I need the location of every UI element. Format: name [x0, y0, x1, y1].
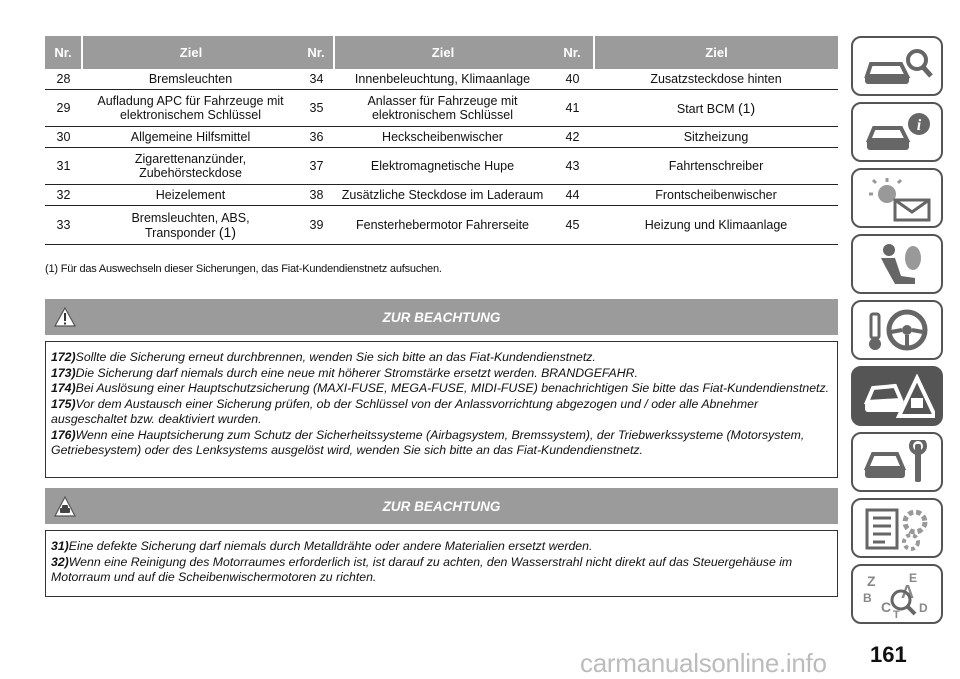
- footnote-ref: (1): [738, 99, 756, 116]
- fuse-target-line: Transponder: [144, 225, 216, 240]
- warning-item-text: Die Sicherung darf niemals durch eine neue mit höherer Stromstärke ersetzt werden. BRANDGEFAHR.: [75, 365, 638, 380]
- warning-item: [51, 366, 832, 382]
- warning-number: 173): [51, 365, 76, 380]
- index-letter: C: [881, 599, 892, 615]
- footnote-ref: (1): [218, 223, 237, 240]
- fuse-target-line: elektronischem Schlüssel: [371, 108, 514, 122]
- fuse-number: 38: [299, 185, 334, 206]
- warning-number: 175): [51, 396, 76, 411]
- table-row: [45, 206, 838, 245]
- specs-gear-icon: [861, 506, 935, 552]
- warning-item: [51, 397, 832, 428]
- table-row: [45, 185, 838, 206]
- fuse-target-text: Start BCM: [676, 101, 735, 116]
- warning-item: [51, 539, 832, 555]
- svg-text:i: i: [916, 117, 922, 134]
- tab-car-search[interactable]: [851, 36, 943, 96]
- warning-item: [51, 555, 832, 586]
- fuse-number: 31: [45, 148, 82, 185]
- table-row: [45, 148, 838, 185]
- header-ziel: Ziel: [594, 36, 838, 69]
- fuse-number: 28: [45, 69, 82, 90]
- key-steering-wheel-icon: [861, 308, 935, 354]
- warning-item-text: Eine defekte Sicherung darf niemals durch Metalldrähte oder andere Materialien ersetzt werden.: [68, 539, 593, 553]
- header-ziel: Ziel: [82, 36, 299, 69]
- car-service-icon: [861, 440, 935, 486]
- fuse-table: [45, 36, 838, 245]
- fuse-number: 43: [551, 148, 594, 185]
- fuse-number: 45: [551, 206, 594, 245]
- fuse-target: Fensterhebermotor Fahrerseite: [334, 206, 551, 245]
- tab-alphabet-index[interactable]: [851, 564, 943, 624]
- warning-box: [45, 530, 838, 597]
- fuse-target-line: Zigarettenanzünder,: [134, 152, 247, 166]
- warning-text: [46, 342, 837, 465]
- fuse-target: [334, 90, 551, 127]
- tab-airbag-seat[interactable]: [851, 234, 943, 294]
- index-letter: B: [863, 591, 872, 605]
- alphabet-index-icon: [861, 572, 935, 618]
- fuse-target: [82, 206, 299, 245]
- fuse-target: Allgemeine Hilfsmittel: [82, 127, 299, 148]
- warning-number: 172): [51, 350, 76, 364]
- fuse-number: 30: [45, 127, 82, 148]
- warning-title: ZUR BEACHTUNG: [382, 310, 501, 325]
- table-header-row: [45, 36, 838, 69]
- table-footnote: (1) Für das Auswechseln dieser Sicherungen, das Fiat-Kundendienstnetz aufsuchen.: [45, 263, 442, 275]
- warning-number: 32): [51, 554, 69, 569]
- fuse-number: 29: [45, 90, 82, 127]
- header-nr: Nr.: [551, 36, 594, 69]
- warning-text: [46, 531, 837, 592]
- index-letter: T: [893, 609, 900, 618]
- warning-number: 31): [51, 539, 69, 553]
- car-warning-icon: [861, 374, 935, 420]
- table-row: [45, 69, 838, 90]
- warning-item-text: Sollte die Sicherung erneut durchbrennen, wenden Sie sich bitte an das Fiat-Kundendienstnetz.: [75, 350, 596, 364]
- table-row: [45, 90, 838, 127]
- fuse-target: [594, 90, 838, 127]
- index-letter: A: [901, 582, 914, 602]
- table-row: [45, 127, 838, 148]
- fuse-target: Heizung und Klimaanlage: [594, 206, 838, 245]
- fuse-target: Frontscheibenwischer: [594, 185, 838, 206]
- fuse-number: 32: [45, 185, 82, 206]
- fuse-number: 37: [299, 148, 334, 185]
- fuse-target-line: Bremsleuchten, ABS,: [131, 210, 250, 225]
- tab-car-warning[interactable]: [851, 366, 943, 426]
- warning-item-text: Vor dem Austausch einer Sicherung prüfen, ob der Schlüssel von der Anlassvorrichtung abgezogen und / oder alle Abnehmer ausgeschaltet bzw. deaktiviert wurden.: [51, 396, 759, 426]
- fuse-number: 44: [551, 185, 594, 206]
- warning-lights-icon: [861, 176, 935, 222]
- fuse-target: Innenbeleuchtung, Klimaanlage: [334, 69, 551, 90]
- fuse-target: [82, 148, 299, 185]
- fuse-number: 39: [299, 206, 334, 245]
- fuse-target-line: Zubehörsteckdose: [139, 166, 242, 180]
- car-search-icon: [861, 44, 935, 90]
- tab-warning-lights[interactable]: [851, 168, 943, 228]
- index-letter: D: [919, 601, 928, 615]
- header-ziel: Ziel: [334, 36, 551, 69]
- warning-item-text: Wenn eine Reinigung des Motorraumes erforderlich ist, ist darauf zu achten, den Wasserstrahl nicht direkt auf das Steuergehäuse im Motorraum und auf die Scheibenwischermotoren zu richten.: [51, 554, 793, 584]
- fuse-number: 33: [45, 206, 82, 245]
- fuse-target: Fahrtenschreiber: [594, 148, 838, 185]
- fuse-number: 41: [551, 90, 594, 127]
- warning-title: ZUR BEACHTUNG: [382, 499, 501, 514]
- fuse-number: 35: [299, 90, 334, 127]
- tab-car-info[interactable]: [851, 102, 943, 162]
- car-info-icon: [861, 110, 935, 156]
- index-letter: E: [909, 572, 918, 585]
- warning-number: 174): [51, 381, 76, 395]
- watermark: carmanualsonline.info: [580, 648, 827, 678]
- fuse-target-line: Aufladung APC für Fahrzeuge mit: [97, 94, 284, 108]
- tab-specs[interactable]: [851, 498, 943, 558]
- header-nr: Nr.: [299, 36, 334, 69]
- fuse-target-line: elektronischem Schlüssel: [119, 108, 262, 122]
- index-letter: Z: [867, 573, 876, 589]
- warning-box: [45, 341, 838, 478]
- warning-header: [45, 299, 838, 335]
- fuse-target-line: Anlasser für Fahrzeuge mit: [367, 94, 518, 108]
- warning-item: [51, 428, 832, 459]
- fuse-number: 40: [551, 69, 594, 90]
- fuse-target: Elektromagnetische Hupe: [334, 148, 551, 185]
- tab-car-service[interactable]: [851, 432, 943, 492]
- fuse-target: Bremsleuchten: [82, 69, 299, 90]
- warning-header: [45, 488, 838, 524]
- header-nr: Nr.: [45, 36, 82, 69]
- warning-number: 176): [51, 427, 76, 442]
- fuse-target: Zusätzliche Steckdose im Laderaum: [334, 185, 551, 206]
- fuse-number: 42: [551, 127, 594, 148]
- fuse-target: Heizelement: [82, 185, 299, 206]
- fuse-target: Zusatzsteckdose hinten: [594, 69, 838, 90]
- warning-item: [51, 381, 832, 397]
- fuse-target: Heckscheibenwischer: [334, 127, 551, 148]
- fuse-target: Sitzheizung: [594, 127, 838, 148]
- tab-key-steering[interactable]: [851, 300, 943, 360]
- warning-item-text: Wenn eine Hauptsicherung zum Schutz der Sicherheitssysteme (Airbagsystem, Bremssystem), der Triebwerkssysteme (Motorsystem, Getriebesystem) oder des Lenksystems ausgelöst wird, wenden Sie sich bitte an das Fiat-Kundendienstnetz.: [51, 427, 805, 457]
- page-number: 161: [870, 642, 907, 667]
- fuse-number: 36: [299, 127, 334, 148]
- fuse-number: 34: [299, 69, 334, 90]
- fuse-target: [82, 90, 299, 127]
- warning-item: [51, 350, 832, 366]
- warning-item-text: Bei Auslösung einer Hauptschutzsicherung (MAXI-FUSE, MEGA-FUSE, MIDI-FUSE) benachrichtigen Sie bitte das Fiat-Kundendienstnetz.: [75, 381, 830, 395]
- airbag-seat-icon: [861, 242, 935, 288]
